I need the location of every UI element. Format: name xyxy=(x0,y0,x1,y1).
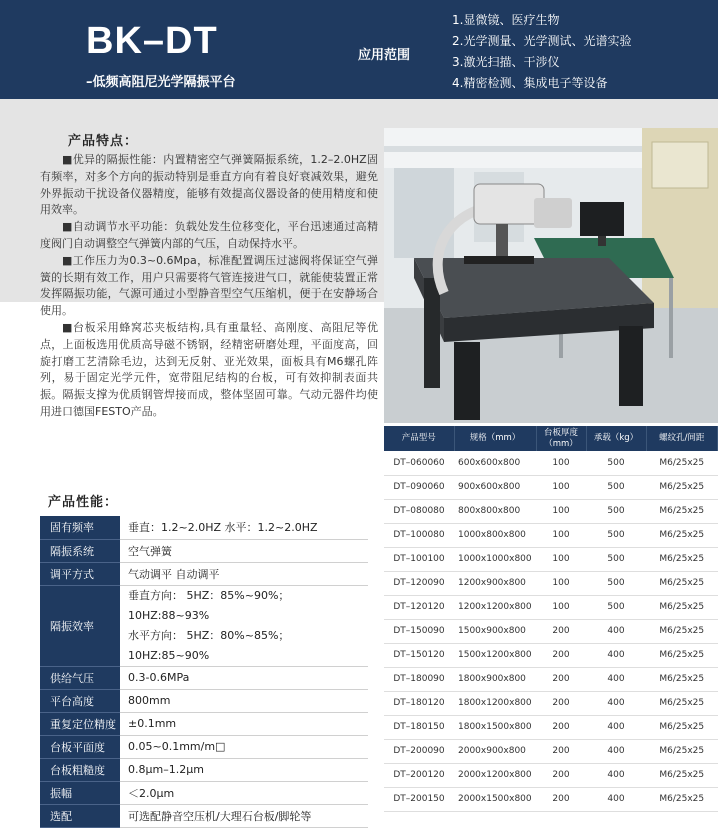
table-row xyxy=(40,585,368,666)
model-cell: DT–100100 xyxy=(384,547,454,571)
spec-value: 空气弹簧 xyxy=(120,539,368,562)
spec-value: 垂直：1.2~2.0HZ 水平：1.2~2.0HZ xyxy=(120,516,368,539)
model-cell: DT–120120 xyxy=(384,595,454,619)
table-row xyxy=(40,516,368,539)
load-cell: 400 xyxy=(586,667,646,691)
thickness-cell: 200 xyxy=(536,739,586,763)
thread-cell: M6/25x25 xyxy=(646,451,718,475)
application-item: 2.光学测量、光学测试、光谱实验 xyxy=(452,34,632,48)
table-row xyxy=(40,781,368,804)
product-photo xyxy=(384,128,718,423)
load-cell: 500 xyxy=(586,595,646,619)
model-table-body xyxy=(384,451,718,811)
thickness-cell: 200 xyxy=(536,643,586,667)
size-cell: 1000x800x800 xyxy=(454,523,536,547)
table-row xyxy=(40,758,368,781)
size-cell: 900x600x800 xyxy=(454,475,536,499)
thickness-cell: 200 xyxy=(536,619,586,643)
thickness-cell: 100 xyxy=(536,475,586,499)
spec-label: 隔振效率 xyxy=(40,585,120,666)
table-row xyxy=(40,689,368,712)
application-label: 应用范围 xyxy=(358,48,411,63)
spec-value: 0.3-0.6MPa xyxy=(120,666,368,689)
size-cell: 1800x900x800 xyxy=(454,667,536,691)
brand-title: BK–DT xyxy=(86,20,218,62)
table-row xyxy=(384,715,718,739)
table-row xyxy=(384,739,718,763)
table-row xyxy=(40,735,368,758)
model-specification-table xyxy=(384,426,718,812)
spec-label: 振幅 xyxy=(40,781,120,804)
model-cell: DT–150120 xyxy=(384,643,454,667)
model-cell: DT–180120 xyxy=(384,691,454,715)
performance-table xyxy=(40,516,368,828)
thickness-cell: 200 xyxy=(536,763,586,787)
size-cell: 800x800x800 xyxy=(454,499,536,523)
thread-cell: M6/25x25 xyxy=(646,523,718,547)
spec-label: 固有频率 xyxy=(40,516,120,539)
column-header-thread: 螺纹孔/间距 xyxy=(646,426,718,451)
thickness-cell: 100 xyxy=(536,523,586,547)
column-header-size: 规格（mm） xyxy=(454,426,536,451)
thread-cell: M6/25x25 xyxy=(646,763,718,787)
table-row xyxy=(384,667,718,691)
model-cell: DT–200120 xyxy=(384,763,454,787)
feature-paragraph: ■自动调节水平功能：负载处发生位移变化，平台迅速通过高精度阀门自动调整空气弹簧内部的气压，自动保持水平。 xyxy=(40,220,378,250)
thickness-cell: 100 xyxy=(536,571,586,595)
spec-value: 0.05~0.1mm/m□ xyxy=(120,735,368,758)
table-row xyxy=(384,571,718,595)
table-row xyxy=(40,539,368,562)
table-row xyxy=(384,523,718,547)
thread-cell: M6/25x25 xyxy=(646,739,718,763)
features-body xyxy=(40,152,378,421)
load-cell: 400 xyxy=(586,763,646,787)
thread-cell: M6/25x25 xyxy=(646,691,718,715)
header-banner xyxy=(0,0,718,99)
spec-label: 平台高度 xyxy=(40,689,120,712)
model-cell: DT–150090 xyxy=(384,619,454,643)
thread-cell: M6/25x25 xyxy=(646,643,718,667)
features-title: 产品特点： xyxy=(68,134,139,149)
size-cell: 600x600x800 xyxy=(454,451,536,475)
load-cell: 400 xyxy=(586,619,646,643)
size-cell: 1800x1200x800 xyxy=(454,691,536,715)
spec-value: ±0.1mm xyxy=(120,712,368,735)
load-cell: 500 xyxy=(586,547,646,571)
size-cell: 2000x1200x800 xyxy=(454,763,536,787)
model-cell: DT–120090 xyxy=(384,571,454,595)
thickness-cell: 100 xyxy=(536,499,586,523)
thickness-cell: 200 xyxy=(536,787,586,811)
table-row xyxy=(384,547,718,571)
application-item: 1.显微镜、医疗生物 xyxy=(452,13,560,27)
table-row xyxy=(40,562,368,585)
size-cell: 1200x900x800 xyxy=(454,571,536,595)
application-item: 4.精密检测、集成电子等设备 xyxy=(452,76,608,90)
model-cell: DT–080080 xyxy=(384,499,454,523)
column-header-thickness: 台板厚度（mm） xyxy=(536,426,586,451)
column-header-model: 产品型号 xyxy=(384,426,454,451)
vertical-efficiency: 垂直方向： 5HZ：85%~90%；10HZ:88~93% xyxy=(128,588,290,622)
spec-label: 选配 xyxy=(40,804,120,827)
thread-cell: M6/25x25 xyxy=(646,547,718,571)
feature-paragraph: ■优异的隔振性能：内置精密空气弹簧隔振系统，1.2–2.0HZ固有频率，对多个方向的振动特别是垂直方向有着良好衰减效果，避免外界振动干扰设备仪器精度，能够有效提高仪器设备的使用精度和使用效率。 xyxy=(40,153,378,217)
table-row xyxy=(384,499,718,523)
optical-table-illustration xyxy=(384,128,718,423)
thread-cell: M6/25x25 xyxy=(646,571,718,595)
thickness-cell: 100 xyxy=(536,547,586,571)
performance-title: 产品性能： xyxy=(48,495,119,510)
table-row xyxy=(384,643,718,667)
application-list xyxy=(452,10,631,94)
table-row xyxy=(384,619,718,643)
size-cell: 1200x1200x800 xyxy=(454,595,536,619)
load-cell: 500 xyxy=(586,571,646,595)
product-subtitle: –低频高阻尼光学隔振平台 xyxy=(86,75,236,90)
load-cell: 500 xyxy=(586,523,646,547)
table-row xyxy=(384,595,718,619)
thread-cell: M6/25x25 xyxy=(646,667,718,691)
load-cell: 400 xyxy=(586,715,646,739)
load-cell: 500 xyxy=(586,451,646,475)
application-item: 3.激光扫描、干涉仪 xyxy=(452,55,560,69)
load-cell: 400 xyxy=(586,643,646,667)
spec-value: ＜2.0μm xyxy=(120,781,368,804)
model-cell: DT–180090 xyxy=(384,667,454,691)
column-header-load: 承载（kg） xyxy=(586,426,646,451)
spec-label: 台板粗糙度 xyxy=(40,758,120,781)
thickness-cell: 200 xyxy=(536,691,586,715)
model-cell: DT–060060 xyxy=(384,451,454,475)
spec-value: 0.8μm–1.2μm xyxy=(120,758,368,781)
spec-value: 可选配静音空压机/大理石台板/脚轮等 xyxy=(120,804,368,827)
feature-paragraph: ■工作压力为0.3~0.6Mpa，标准配置调压过滤阀将保证空气弹簧的长期有效工作，用户只需要将气管连接进气口，就能使装置正常发挥隔振功能，气源可通过小型静音型空气压缩机，便于在安静场合使用。 xyxy=(40,253,378,318)
thread-cell: M6/25x25 xyxy=(646,619,718,643)
model-cell: DT–180150 xyxy=(384,715,454,739)
spec-label: 隔振系统 xyxy=(40,539,120,562)
thread-cell: M6/25x25 xyxy=(646,475,718,499)
thickness-cell: 100 xyxy=(536,451,586,475)
size-cell: 1500x900x800 xyxy=(454,619,536,643)
model-table-header-row xyxy=(384,426,718,451)
feature-paragraph: ■台板采用蜂窝芯夹板结构,具有重量轻、高刚度、高阻尼等优点，上面板选用优质高导磁不锈钢，经精密研磨处理，平面度高，回旋打磨工艺清除毛边，达到无反射、亚光效果，面板具有M6螺孔阵列，易于固定光学元件，宽带阻尼结构的台板，可有效抑制表面共振。隔振支撑为优质钢管焊接而成，整体坚固可靠。气动元器件均使用进口德国FESTO产品。 xyxy=(40,320,378,418)
thread-cell: M6/25x25 xyxy=(646,787,718,811)
table-row xyxy=(40,712,368,735)
spec-value: 800mm xyxy=(120,689,368,712)
spec-label: 重复定位精度 xyxy=(40,712,120,735)
table-row xyxy=(384,787,718,811)
thread-cell: M6/25x25 xyxy=(646,499,718,523)
size-cell: 1800x1500x800 xyxy=(454,715,536,739)
size-cell: 2000x900x800 xyxy=(454,739,536,763)
thickness-cell: 200 xyxy=(536,667,586,691)
load-cell: 500 xyxy=(586,499,646,523)
load-cell: 400 xyxy=(586,787,646,811)
model-cell: DT–200150 xyxy=(384,787,454,811)
table-row xyxy=(384,763,718,787)
thread-cell: M6/25x25 xyxy=(646,715,718,739)
size-cell: 2000x1500x800 xyxy=(454,787,536,811)
thickness-cell: 200 xyxy=(536,715,586,739)
spec-label: 调平方式 xyxy=(40,562,120,585)
load-cell: 400 xyxy=(586,691,646,715)
spec-value xyxy=(120,585,368,666)
table-row xyxy=(384,691,718,715)
table-row xyxy=(40,804,368,827)
load-cell: 400 xyxy=(586,739,646,763)
load-cell: 500 xyxy=(586,475,646,499)
table-row xyxy=(384,475,718,499)
table-row xyxy=(40,666,368,689)
model-cell: DT–200090 xyxy=(384,739,454,763)
spec-label: 供给气压 xyxy=(40,666,120,689)
size-cell: 1000x1000x800 xyxy=(454,547,536,571)
table-row xyxy=(384,451,718,475)
model-cell: DT–090060 xyxy=(384,475,454,499)
size-cell: 1500x1200x800 xyxy=(454,643,536,667)
spec-label: 台板平面度 xyxy=(40,735,120,758)
thickness-cell: 100 xyxy=(536,595,586,619)
spec-value: 气动调平 自动调平 xyxy=(120,562,368,585)
thread-cell: M6/25x25 xyxy=(646,595,718,619)
horizontal-efficiency: 水平方向： 5HZ：80%~85%；10HZ:85~90% xyxy=(128,628,290,662)
model-cell: DT–100080 xyxy=(384,523,454,547)
